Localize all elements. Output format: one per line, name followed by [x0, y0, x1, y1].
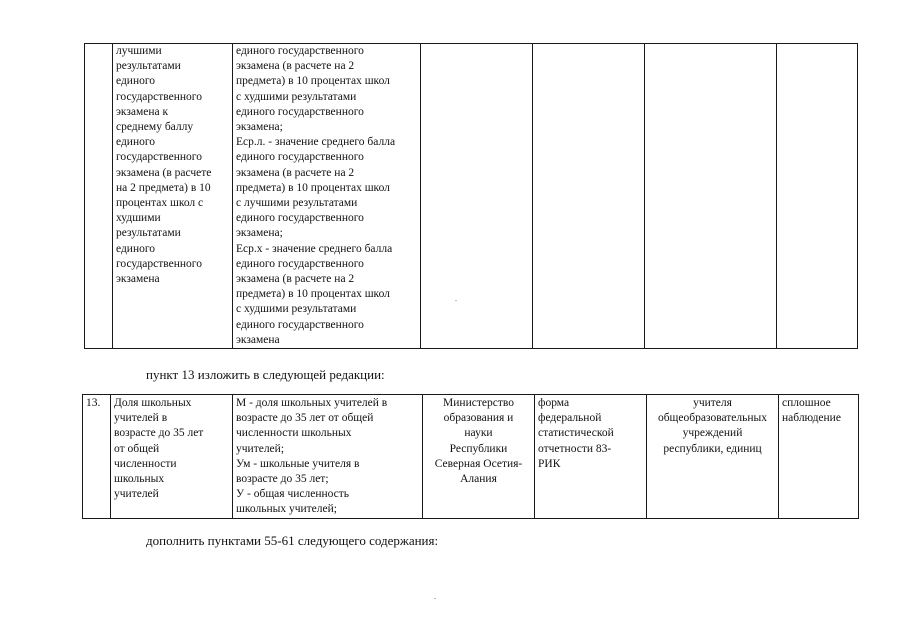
cell-form — [533, 44, 645, 349]
cell-method: М - доля школьных учителей в возрасте до 35 лет от общей численности школьных учителей; Ум - школьные учителя в возрасте до 35 лет; У - общая численность школьных учителей; — [233, 395, 423, 519]
cell-agency: Министерство образования и науки Республики Северная Осетия- Алания — [423, 395, 535, 519]
indicator-table-continued — [84, 43, 858, 349]
cell-indicator: Доля школьных учителей в возрасте до 35 лет от общей численности школьных учителей — [111, 395, 233, 519]
cell-number — [85, 44, 113, 349]
scan-speck — [455, 300, 457, 301]
cell-agency — [421, 44, 533, 349]
cell-observation: сплошное наблюдение — [779, 395, 859, 519]
table-row — [83, 395, 859, 519]
indicator-table-item-13 — [82, 394, 859, 519]
cell-indicator: лучшими результатами единого государственного экзамена к среднему баллу единого государственного экзамена (в расчете на 2 предмета) в 10 процентах школ с худшими результатами единого государственного экзамена — [113, 44, 233, 349]
cell-form: форма федеральной статистической отчетности 83- РИК — [535, 395, 647, 519]
cell-number: 13. — [83, 395, 111, 519]
table-row — [85, 44, 858, 349]
cell-observation — [777, 44, 858, 349]
cell-method: единого государственного экзамена (в расчете на 2 предмета) в 10 процентах школ с худшими результатами единого государственного экзамена; Еср.л. - значение среднего балла единого государственного экзамена (в расчете на 2 предмета) в 10 процентах школ с лучшими результатами единого государственного экзамена; Еср.х - значение среднего балла единого государственного экзамена (в расчете на 2 предмета) в 10 процентах школ с худшими результатами единого государственного экзамена — [233, 44, 421, 349]
scan-speck — [434, 598, 436, 599]
paragraph-add-items-instruction: дополнить пунктами 55-61 следующего содержания: — [146, 533, 439, 548]
paragraph-item-13-instruction: пункт 13 изложить в следующей редакции: — [146, 367, 385, 382]
cell-scope — [645, 44, 777, 349]
cell-scope: учителя общеобразовательных учреждений республики, единиц — [647, 395, 779, 519]
